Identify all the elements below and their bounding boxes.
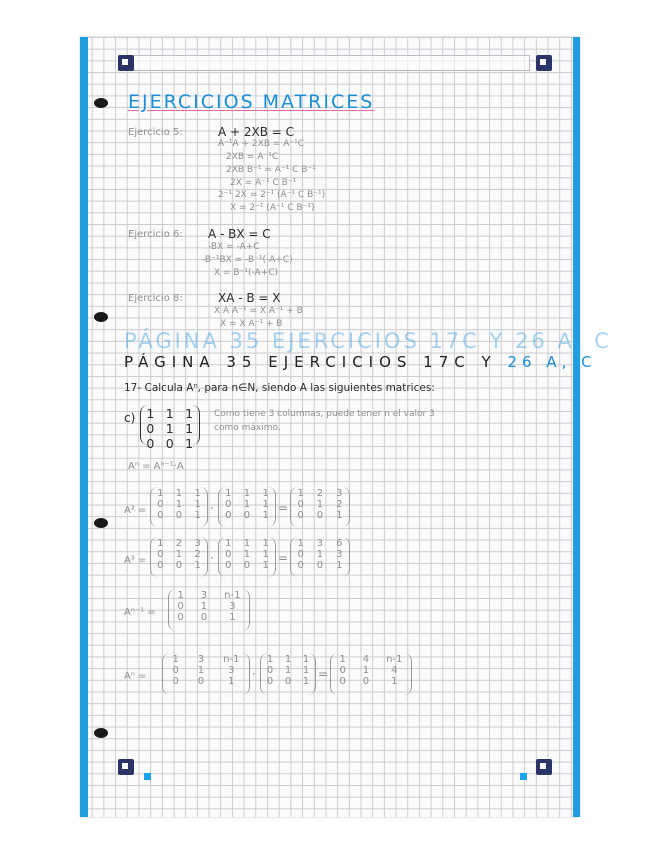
matrix-cell: 1 [262, 510, 269, 521]
matrix-cell: 1 [302, 654, 310, 665]
matrix-cell: 1 [362, 665, 370, 676]
an-left-matrix [162, 653, 250, 695]
matrix-cell: 1 [197, 665, 205, 676]
matrix-cell: 0 [284, 676, 292, 687]
matrix-cell: 2 [336, 499, 343, 510]
matrix-cell: 0 [225, 549, 232, 560]
an1-matrix [168, 589, 250, 631]
matrix-cell: 0 [172, 676, 179, 687]
note-line: como máximo. [214, 423, 281, 433]
equals-sign: = [318, 667, 329, 681]
matrix-cell: 1 [297, 488, 304, 499]
matrix-cell: 1 [262, 549, 269, 560]
matrix-cell: 0 [157, 510, 164, 521]
matrix-cell: 1 [228, 676, 235, 687]
matrix-cell: 0 [362, 676, 370, 687]
matrix-cell: 1 [177, 590, 184, 601]
equals-sign: = [278, 551, 289, 565]
equals-sign: = [278, 501, 289, 515]
exercise-6-line: -BX = -A+C [208, 242, 260, 252]
an-result-matrix [330, 653, 412, 695]
binder-hole [94, 312, 108, 322]
matrix-cell: 0 [146, 421, 155, 436]
a2-result-matrix [290, 487, 350, 527]
matrix-cell: 0 [316, 510, 324, 521]
matrix-cell: 1 [175, 549, 183, 560]
matrix-cell: 1 [185, 436, 194, 451]
ghost-heading: PÁGINA 35 EJERCICIOS 17C Y 26 A, C [124, 329, 612, 353]
matrix-cell: 0 [339, 665, 346, 676]
matrix-cell: 3 [316, 538, 324, 549]
matrix-cell: 1 [266, 654, 274, 665]
matrix-cell: 1 [262, 538, 269, 549]
matrix-cell: 1 [165, 406, 175, 421]
matrix-cell: 0 [197, 676, 205, 687]
part-c-label: c) [124, 411, 136, 425]
dot-operator: · [210, 551, 214, 565]
header-box [118, 55, 530, 71]
matrix-cell: 3 [194, 538, 201, 549]
matrix-cell: 6 [336, 538, 343, 549]
matrix-cell: 1 [243, 549, 251, 560]
matrix-cell: 1 [194, 488, 201, 499]
matrix-cell: 0 [157, 560, 164, 571]
matrix-cell: 4 [391, 665, 398, 676]
matrix-cell: 0 [297, 549, 304, 560]
matrix-cell: 1 [225, 488, 232, 499]
blue-square-icon [144, 773, 151, 780]
exercise-5-line: 2XB = A⁻¹C [226, 152, 279, 162]
matrix-cell: 1 [302, 665, 310, 676]
matrix-cell: 0 [146, 436, 155, 451]
right-margin-bar [573, 37, 580, 817]
matrix-cell: n-1 [386, 654, 403, 665]
matrix-cell: 0 [175, 560, 183, 571]
matrix-cell: 1 [336, 560, 343, 571]
matrix-cell: 1 [157, 488, 164, 499]
matrix-cell: 1 [262, 488, 269, 499]
exercise-8-line: XA - B = X [218, 291, 281, 305]
exercise-6-line: A - BX = C [208, 227, 271, 241]
matrix-cell: 1 [316, 549, 324, 560]
recurrence: Aⁿ = Aⁿ⁻¹·A [128, 461, 184, 472]
matrix-cell: 0 [297, 560, 304, 571]
exercise-5-label: Ejercicio 5: [128, 127, 183, 138]
matrix-cell: 3 [229, 601, 236, 612]
exercise-8-label: Ejercicio 8: [128, 293, 183, 304]
corner-mark-icon [118, 55, 134, 71]
binder-hole [94, 728, 108, 738]
matrix-cell: 1 [185, 421, 194, 436]
section-heading [124, 353, 597, 371]
matrix-cell: 0 [297, 499, 304, 510]
matrix-cell: 3 [197, 654, 205, 665]
an-label: Aⁿ = [124, 671, 147, 682]
matrix-cell: 1 [194, 510, 201, 521]
page-title: EJERCICIOS MATRICES [128, 91, 375, 113]
matrix-cell: 3 [200, 590, 208, 601]
exercise-5-line: 2⁻¹ 2X = 2⁻¹ (A⁻¹ C B⁻¹) [218, 190, 326, 200]
matrix-cell: 4 [362, 654, 370, 665]
note-line: Como tiene 3 columnas, puede tener n el valor 3 [214, 409, 435, 419]
an1-label: Aⁿ⁻¹ = [124, 607, 156, 618]
matrix-cell: 0 [157, 549, 164, 560]
left-margin-bar [80, 37, 88, 817]
matrix-cell: 0 [266, 676, 274, 687]
exercise-8-line: X = X A⁻¹ + B [220, 319, 283, 329]
matrix-cell: 1 [194, 560, 201, 571]
dot-operator: · [252, 667, 256, 681]
matrix-cell: 1 [243, 499, 251, 510]
matrix-cell: 1 [229, 612, 236, 623]
matrix-cell: 1 [284, 665, 292, 676]
exercise-5-line: A⁻¹A + 2XB = A⁻¹C [218, 139, 305, 149]
exercise-6-line: X = B⁻¹(-A+C) [214, 268, 279, 278]
matrix-cell: 0 [297, 510, 304, 521]
matrix-cell: 0 [243, 560, 251, 571]
an-right-matrix [260, 653, 316, 695]
matrix-cell: 1 [316, 499, 324, 510]
exercise-6-line: -B⁻¹BX = -B⁻¹(-A+C) [202, 255, 293, 265]
corner-mark-icon [118, 759, 134, 775]
matrix-cell: 1 [262, 560, 269, 571]
matrix-cell: 0 [266, 665, 274, 676]
matrix-cell: 2 [175, 538, 183, 549]
matrix-cell: n-1 [224, 590, 241, 601]
matrix-cell: 1 [243, 538, 251, 549]
matrix-cell: 2 [316, 488, 324, 499]
matrix-cell: 1 [262, 499, 269, 510]
binder-hole [94, 518, 108, 528]
matrix-cell: 1 [336, 510, 343, 521]
binder-hole [94, 98, 108, 108]
matrix-cell: 1 [391, 676, 398, 687]
matrix-cell: 0 [165, 436, 175, 451]
matrix-cell: 0 [175, 510, 183, 521]
corner-mark-icon [536, 759, 552, 775]
a3-right-matrix [218, 537, 276, 577]
matrix-cell: 1 [172, 654, 179, 665]
matrix-cell: 0 [177, 612, 184, 623]
exercise-5-line: X = 2⁻¹ (A⁻¹ C B⁻¹) [230, 203, 315, 213]
matrix-cell: 1 [175, 488, 183, 499]
exercise-5-line: 2XB B⁻¹ = A⁻¹ C B⁻¹ [226, 165, 316, 175]
matrix-cell: 1 [185, 406, 194, 421]
section-heading-black: PÁGINA 35 EJERCICIOS 17C Y [124, 353, 497, 371]
matrix-cell: 0 [225, 510, 232, 521]
matrix-cell: n-1 [223, 654, 240, 665]
matrix-cell: 0 [339, 676, 346, 687]
matrix-cell: 0 [225, 560, 232, 571]
matrix-cell: 1 [284, 654, 292, 665]
matrix-cell: 0 [225, 499, 232, 510]
exercise-5-line: 2X = A⁻¹ C B⁻¹ [230, 178, 297, 188]
matrix-cell: 0 [172, 665, 179, 676]
matrix-cell: 0 [177, 601, 184, 612]
matrix-cell: 1 [175, 499, 183, 510]
notebook-page [80, 37, 612, 817]
matrix-a [140, 405, 200, 451]
matrix-cell: 1 [157, 538, 164, 549]
matrix-cell: 1 [297, 538, 304, 549]
a2-right-matrix [218, 487, 276, 527]
a2-label: A² = [124, 505, 147, 516]
a3-result-matrix [290, 537, 350, 577]
matrix-cell: 0 [157, 499, 164, 510]
a2-left-matrix [150, 487, 208, 527]
matrix-cell: 2 [194, 549, 201, 560]
matrix-cell: 3 [228, 665, 235, 676]
matrix-cell: 0 [243, 510, 251, 521]
matrix-cell: 0 [316, 560, 324, 571]
corner-mark-icon [536, 55, 552, 71]
dot-operator: · [210, 501, 214, 515]
matrix-cell: 1 [200, 601, 208, 612]
a3-label: A³ = [124, 555, 147, 566]
exercise-8-line: X A A⁻¹ = X A⁻¹ + B [214, 306, 303, 316]
matrix-cell: 1 [146, 406, 155, 421]
matrix-cell: 0 [200, 612, 208, 623]
exercise-6-label: Ejercicio 6: [128, 229, 183, 240]
blue-square-icon [520, 773, 527, 780]
a3-left-matrix [150, 537, 208, 577]
exercise-5-line: A + 2XB = C [218, 125, 295, 139]
matrix-cell: 1 [243, 488, 251, 499]
matrix-cell: 1 [225, 538, 232, 549]
matrix-cell: 3 [336, 488, 343, 499]
matrix-cell: 1 [165, 421, 175, 436]
exercise-17-statement: 17- Calcula Aⁿ, para n∈N, siendo A las siguientes matrices: [124, 382, 435, 394]
matrix-cell: 1 [302, 676, 310, 687]
matrix-cell: 1 [339, 654, 346, 665]
section-heading-blue: 26 A, C [507, 353, 597, 371]
matrix-cell: 1 [194, 499, 201, 510]
matrix-cell: 3 [336, 549, 343, 560]
